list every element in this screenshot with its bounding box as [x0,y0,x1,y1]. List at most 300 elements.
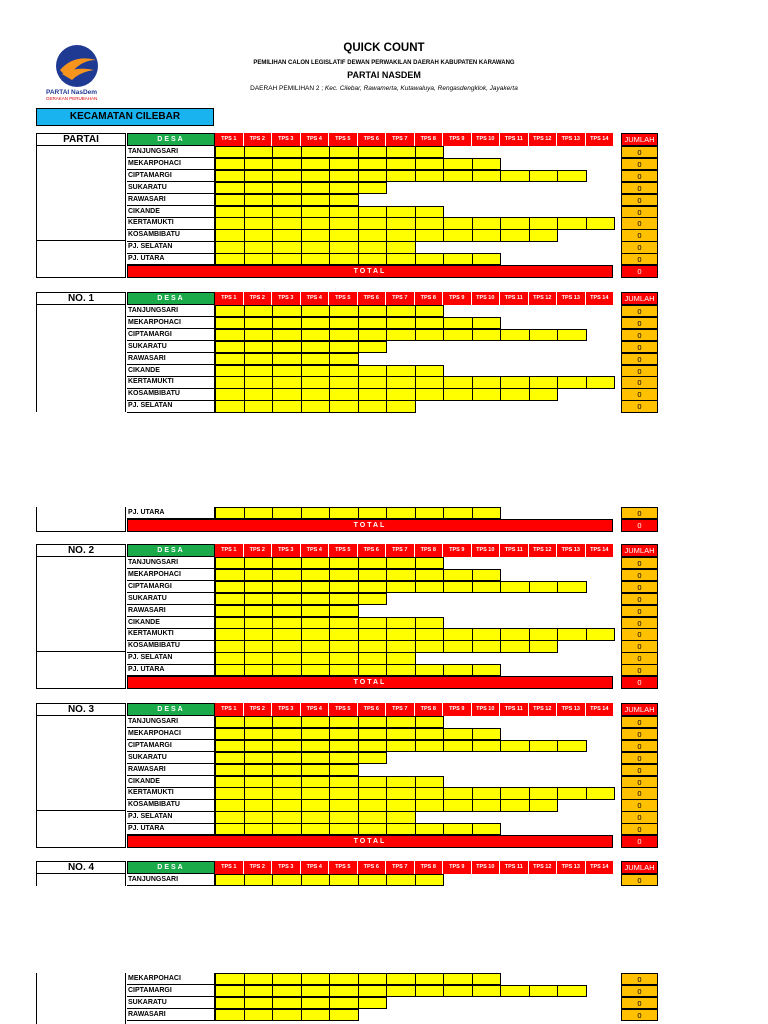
vote-input-cell[interactable] [443,823,473,835]
vote-input-cell[interactable] [500,640,530,652]
vote-input-cell[interactable] [329,581,359,593]
vote-input-cell[interactable] [358,728,388,740]
vote-input-cell[interactable] [472,664,502,676]
vote-input-cell[interactable] [244,146,274,158]
vote-input-cell[interactable] [244,605,274,617]
vote-input-cell[interactable] [301,400,331,412]
vote-input-cell[interactable] [301,823,331,835]
vote-input-cell[interactable] [272,170,302,182]
vote-input-cell[interactable] [329,973,359,985]
vote-input-cell[interactable] [272,557,302,569]
vote-input-cell[interactable] [415,365,445,377]
vote-input-cell[interactable] [215,823,245,835]
vote-input-cell[interactable] [301,1009,331,1021]
vote-input-cell[interactable] [386,664,416,676]
vote-input-cell[interactable] [215,388,245,400]
vote-input-cell[interactable] [358,329,388,341]
vote-input-cell[interactable] [329,605,359,617]
vote-input-cell[interactable] [472,581,502,593]
vote-input-cell[interactable] [215,229,245,241]
vote-input-cell[interactable] [215,811,245,823]
vote-input-cell[interactable] [272,628,302,640]
vote-input-cell[interactable] [329,194,359,206]
vote-input-cell[interactable] [329,305,359,317]
vote-input-cell[interactable] [557,985,587,997]
vote-input-cell[interactable] [301,217,331,229]
vote-input-cell[interactable] [244,253,274,265]
vote-input-cell[interactable] [215,716,245,728]
vote-input-cell[interactable] [215,740,245,752]
vote-input-cell[interactable] [215,874,245,886]
vote-input-cell[interactable] [215,194,245,206]
vote-input-cell[interactable] [472,388,502,400]
vote-input-cell[interactable] [244,158,274,170]
vote-input-cell[interactable] [301,605,331,617]
vote-input-cell[interactable] [215,628,245,640]
vote-input-cell[interactable] [244,823,274,835]
vote-input-cell[interactable] [386,811,416,823]
vote-input-cell[interactable] [358,557,388,569]
vote-input-cell[interactable] [272,353,302,365]
vote-input-cell[interactable] [386,985,416,997]
vote-input-cell[interactable] [472,823,502,835]
vote-input-cell[interactable] [386,329,416,341]
vote-input-cell[interactable] [329,557,359,569]
vote-input-cell[interactable] [244,617,274,629]
vote-input-cell[interactable] [244,353,274,365]
vote-input-cell[interactable] [386,305,416,317]
vote-input-cell[interactable] [272,365,302,377]
vote-input-cell[interactable] [443,985,473,997]
vote-input-cell[interactable] [415,317,445,329]
vote-input-cell[interactable] [415,716,445,728]
vote-input-cell[interactable] [443,170,473,182]
vote-input-cell[interactable] [415,617,445,629]
vote-input-cell[interactable] [244,799,274,811]
vote-input-cell[interactable] [329,640,359,652]
vote-input-cell[interactable] [301,811,331,823]
vote-input-cell[interactable] [272,400,302,412]
vote-input-cell[interactable] [215,985,245,997]
vote-input-cell[interactable] [386,640,416,652]
vote-input-cell[interactable] [358,365,388,377]
vote-input-cell[interactable] [215,317,245,329]
vote-input-cell[interactable] [557,376,587,388]
vote-input-cell[interactable] [386,973,416,985]
vote-input-cell[interactable] [386,716,416,728]
vote-input-cell[interactable] [415,628,445,640]
vote-input-cell[interactable] [215,787,245,799]
vote-input-cell[interactable] [557,329,587,341]
vote-input-cell[interactable] [272,305,302,317]
vote-input-cell[interactable] [301,569,331,581]
vote-input-cell[interactable] [272,664,302,676]
vote-input-cell[interactable] [415,823,445,835]
vote-input-cell[interactable] [358,569,388,581]
vote-input-cell[interactable] [301,305,331,317]
vote-input-cell[interactable] [215,182,245,194]
vote-input-cell[interactable] [500,229,530,241]
vote-input-cell[interactable] [472,253,502,265]
vote-input-cell[interactable] [272,811,302,823]
vote-input-cell[interactable] [529,581,559,593]
vote-input-cell[interactable] [215,1009,245,1021]
vote-input-cell[interactable] [301,973,331,985]
vote-input-cell[interactable] [244,776,274,788]
vote-input-cell[interactable] [301,628,331,640]
vote-input-cell[interactable] [329,158,359,170]
vote-input-cell[interactable] [358,973,388,985]
vote-input-cell[interactable] [329,182,359,194]
vote-input-cell[interactable] [443,388,473,400]
vote-input-cell[interactable] [329,728,359,740]
vote-input-cell[interactable] [500,799,530,811]
vote-input-cell[interactable] [215,581,245,593]
vote-input-cell[interactable] [244,400,274,412]
vote-input-cell[interactable] [244,194,274,206]
vote-input-cell[interactable] [472,787,502,799]
vote-input-cell[interactable] [244,557,274,569]
vote-input-cell[interactable] [272,158,302,170]
vote-input-cell[interactable] [272,716,302,728]
vote-input-cell[interactable] [443,376,473,388]
vote-input-cell[interactable] [358,593,388,605]
vote-input-cell[interactable] [301,353,331,365]
vote-input-cell[interactable] [415,557,445,569]
vote-input-cell[interactable] [500,388,530,400]
vote-input-cell[interactable] [329,1009,359,1021]
vote-input-cell[interactable] [386,388,416,400]
vote-input-cell[interactable] [443,664,473,676]
vote-input-cell[interactable] [415,158,445,170]
vote-input-cell[interactable] [358,170,388,182]
vote-input-cell[interactable] [244,973,274,985]
vote-input-cell[interactable] [443,229,473,241]
vote-input-cell[interactable] [215,752,245,764]
vote-input-cell[interactable] [244,376,274,388]
vote-input-cell[interactable] [500,329,530,341]
vote-input-cell[interactable] [529,376,559,388]
vote-input-cell[interactable] [358,640,388,652]
vote-input-cell[interactable] [329,241,359,253]
vote-input-cell[interactable] [329,874,359,886]
vote-input-cell[interactable] [244,365,274,377]
vote-input-cell[interactable] [244,388,274,400]
vote-input-cell[interactable] [244,569,274,581]
vote-input-cell[interactable] [386,365,416,377]
vote-input-cell[interactable] [386,241,416,253]
vote-input-cell[interactable] [472,217,502,229]
vote-input-cell[interactable] [215,664,245,676]
vote-input-cell[interactable] [500,985,530,997]
vote-input-cell[interactable] [529,217,559,229]
vote-input-cell[interactable] [557,170,587,182]
vote-input-cell[interactable] [415,329,445,341]
vote-input-cell[interactable] [443,317,473,329]
vote-input-cell[interactable] [500,740,530,752]
vote-input-cell[interactable] [358,400,388,412]
vote-input-cell[interactable] [358,317,388,329]
vote-input-cell[interactable] [586,217,616,229]
vote-input-cell[interactable] [358,182,388,194]
vote-input-cell[interactable] [472,728,502,740]
vote-input-cell[interactable] [329,170,359,182]
vote-input-cell[interactable] [272,229,302,241]
vote-input-cell[interactable] [329,799,359,811]
vote-input-cell[interactable] [272,376,302,388]
vote-input-cell[interactable] [215,341,245,353]
vote-input-cell[interactable] [272,799,302,811]
vote-input-cell[interactable] [329,740,359,752]
vote-input-cell[interactable] [215,605,245,617]
vote-input-cell[interactable] [301,341,331,353]
vote-input-cell[interactable] [415,217,445,229]
vote-input-cell[interactable] [358,146,388,158]
vote-input-cell[interactable] [386,217,416,229]
vote-input-cell[interactable] [272,146,302,158]
vote-input-cell[interactable] [329,400,359,412]
vote-input-cell[interactable] [244,182,274,194]
vote-input-cell[interactable] [244,811,274,823]
vote-input-cell[interactable] [529,787,559,799]
vote-input-cell[interactable] [415,170,445,182]
vote-input-cell[interactable] [415,206,445,218]
vote-input-cell[interactable] [301,557,331,569]
vote-input-cell[interactable] [301,182,331,194]
vote-input-cell[interactable] [272,973,302,985]
vote-input-cell[interactable] [329,376,359,388]
vote-input-cell[interactable] [472,985,502,997]
vote-input-cell[interactable] [244,507,274,519]
vote-input-cell[interactable] [358,787,388,799]
vote-input-cell[interactable] [386,652,416,664]
vote-input-cell[interactable] [272,776,302,788]
vote-input-cell[interactable] [301,764,331,776]
vote-input-cell[interactable] [443,628,473,640]
vote-input-cell[interactable] [415,874,445,886]
vote-input-cell[interactable] [272,617,302,629]
vote-input-cell[interactable] [443,581,473,593]
vote-input-cell[interactable] [272,388,302,400]
vote-input-cell[interactable] [386,400,416,412]
vote-input-cell[interactable] [244,740,274,752]
vote-input-cell[interactable] [215,376,245,388]
vote-input-cell[interactable] [272,581,302,593]
vote-input-cell[interactable] [386,787,416,799]
vote-input-cell[interactable] [301,317,331,329]
vote-input-cell[interactable] [272,569,302,581]
vote-input-cell[interactable] [415,776,445,788]
vote-input-cell[interactable] [215,158,245,170]
vote-input-cell[interactable] [272,874,302,886]
vote-input-cell[interactable] [472,740,502,752]
vote-input-cell[interactable] [386,170,416,182]
vote-input-cell[interactable] [529,329,559,341]
vote-input-cell[interactable] [272,1009,302,1021]
vote-input-cell[interactable] [301,194,331,206]
vote-input-cell[interactable] [415,569,445,581]
vote-input-cell[interactable] [215,593,245,605]
vote-input-cell[interactable] [215,365,245,377]
vote-input-cell[interactable] [215,217,245,229]
vote-input-cell[interactable] [272,997,302,1009]
vote-input-cell[interactable] [386,158,416,170]
vote-input-cell[interactable] [329,617,359,629]
vote-input-cell[interactable] [443,728,473,740]
vote-input-cell[interactable] [329,569,359,581]
vote-input-cell[interactable] [244,664,274,676]
vote-input-cell[interactable] [272,593,302,605]
vote-input-cell[interactable] [272,752,302,764]
vote-input-cell[interactable] [244,640,274,652]
vote-input-cell[interactable] [358,388,388,400]
vote-input-cell[interactable] [529,229,559,241]
vote-input-cell[interactable] [386,317,416,329]
vote-input-cell[interactable] [415,507,445,519]
vote-input-cell[interactable] [472,376,502,388]
vote-input-cell[interactable] [272,764,302,776]
vote-input-cell[interactable] [415,664,445,676]
vote-input-cell[interactable] [301,206,331,218]
vote-input-cell[interactable] [358,752,388,764]
vote-input-cell[interactable] [215,241,245,253]
vote-input-cell[interactable] [415,146,445,158]
vote-input-cell[interactable] [472,229,502,241]
vote-input-cell[interactable] [557,740,587,752]
vote-input-cell[interactable] [358,158,388,170]
vote-input-cell[interactable] [301,329,331,341]
vote-input-cell[interactable] [443,158,473,170]
vote-input-cell[interactable] [244,170,274,182]
vote-input-cell[interactable] [500,787,530,799]
vote-input-cell[interactable] [358,341,388,353]
vote-input-cell[interactable] [215,973,245,985]
vote-input-cell[interactable] [272,241,302,253]
vote-input-cell[interactable] [500,581,530,593]
vote-input-cell[interactable] [272,823,302,835]
vote-input-cell[interactable] [301,874,331,886]
vote-input-cell[interactable] [215,170,245,182]
vote-input-cell[interactable] [301,776,331,788]
vote-input-cell[interactable] [329,507,359,519]
vote-input-cell[interactable] [586,376,616,388]
vote-input-cell[interactable] [415,787,445,799]
vote-input-cell[interactable] [272,182,302,194]
vote-input-cell[interactable] [244,229,274,241]
vote-input-cell[interactable] [244,206,274,218]
vote-input-cell[interactable] [272,341,302,353]
vote-input-cell[interactable] [272,507,302,519]
vote-input-cell[interactable] [586,628,616,640]
vote-input-cell[interactable] [472,569,502,581]
vote-input-cell[interactable] [529,170,559,182]
vote-input-cell[interactable] [472,507,502,519]
vote-input-cell[interactable] [386,581,416,593]
vote-input-cell[interactable] [329,365,359,377]
vote-input-cell[interactable] [329,823,359,835]
vote-input-cell[interactable] [215,329,245,341]
vote-input-cell[interactable] [415,799,445,811]
vote-input-cell[interactable] [472,317,502,329]
vote-input-cell[interactable] [272,787,302,799]
vote-input-cell[interactable] [272,640,302,652]
vote-input-cell[interactable] [329,776,359,788]
vote-input-cell[interactable] [500,217,530,229]
vote-input-cell[interactable] [358,305,388,317]
vote-input-cell[interactable] [472,799,502,811]
vote-input-cell[interactable] [272,217,302,229]
vote-input-cell[interactable] [472,329,502,341]
vote-input-cell[interactable] [215,652,245,664]
vote-input-cell[interactable] [443,740,473,752]
vote-input-cell[interactable] [301,376,331,388]
vote-input-cell[interactable] [500,170,530,182]
vote-input-cell[interactable] [301,716,331,728]
vote-input-cell[interactable] [215,353,245,365]
vote-input-cell[interactable] [329,593,359,605]
vote-input-cell[interactable] [443,217,473,229]
vote-input-cell[interactable] [244,997,274,1009]
vote-input-cell[interactable] [272,652,302,664]
vote-input-cell[interactable] [244,305,274,317]
vote-input-cell[interactable] [301,997,331,1009]
vote-input-cell[interactable] [557,581,587,593]
vote-input-cell[interactable] [529,640,559,652]
vote-input-cell[interactable] [358,217,388,229]
vote-input-cell[interactable] [415,740,445,752]
vote-input-cell[interactable] [329,664,359,676]
vote-input-cell[interactable] [215,253,245,265]
vote-input-cell[interactable] [329,317,359,329]
vote-input-cell[interactable] [244,581,274,593]
vote-input-cell[interactable] [529,985,559,997]
vote-input-cell[interactable] [301,664,331,676]
vote-input-cell[interactable] [215,146,245,158]
vote-input-cell[interactable] [358,652,388,664]
vote-input-cell[interactable] [358,874,388,886]
vote-input-cell[interactable] [415,640,445,652]
vote-input-cell[interactable] [301,652,331,664]
vote-input-cell[interactable] [358,664,388,676]
vote-input-cell[interactable] [386,206,416,218]
vote-input-cell[interactable] [500,376,530,388]
vote-input-cell[interactable] [358,507,388,519]
vote-input-cell[interactable] [215,569,245,581]
vote-input-cell[interactable] [358,241,388,253]
vote-input-cell[interactable] [443,799,473,811]
vote-input-cell[interactable] [301,581,331,593]
vote-input-cell[interactable] [244,628,274,640]
vote-input-cell[interactable] [358,799,388,811]
vote-input-cell[interactable] [215,997,245,1009]
vote-input-cell[interactable] [415,985,445,997]
vote-input-cell[interactable] [386,740,416,752]
vote-input-cell[interactable] [215,776,245,788]
vote-input-cell[interactable] [358,716,388,728]
vote-input-cell[interactable] [358,997,388,1009]
vote-input-cell[interactable] [358,823,388,835]
vote-input-cell[interactable] [386,799,416,811]
vote-input-cell[interactable] [244,341,274,353]
vote-input-cell[interactable] [301,787,331,799]
vote-input-cell[interactable] [244,217,274,229]
vote-input-cell[interactable] [329,985,359,997]
vote-input-cell[interactable] [244,728,274,740]
vote-input-cell[interactable] [244,764,274,776]
vote-input-cell[interactable] [329,764,359,776]
vote-input-cell[interactable] [557,217,587,229]
vote-input-cell[interactable] [272,253,302,265]
